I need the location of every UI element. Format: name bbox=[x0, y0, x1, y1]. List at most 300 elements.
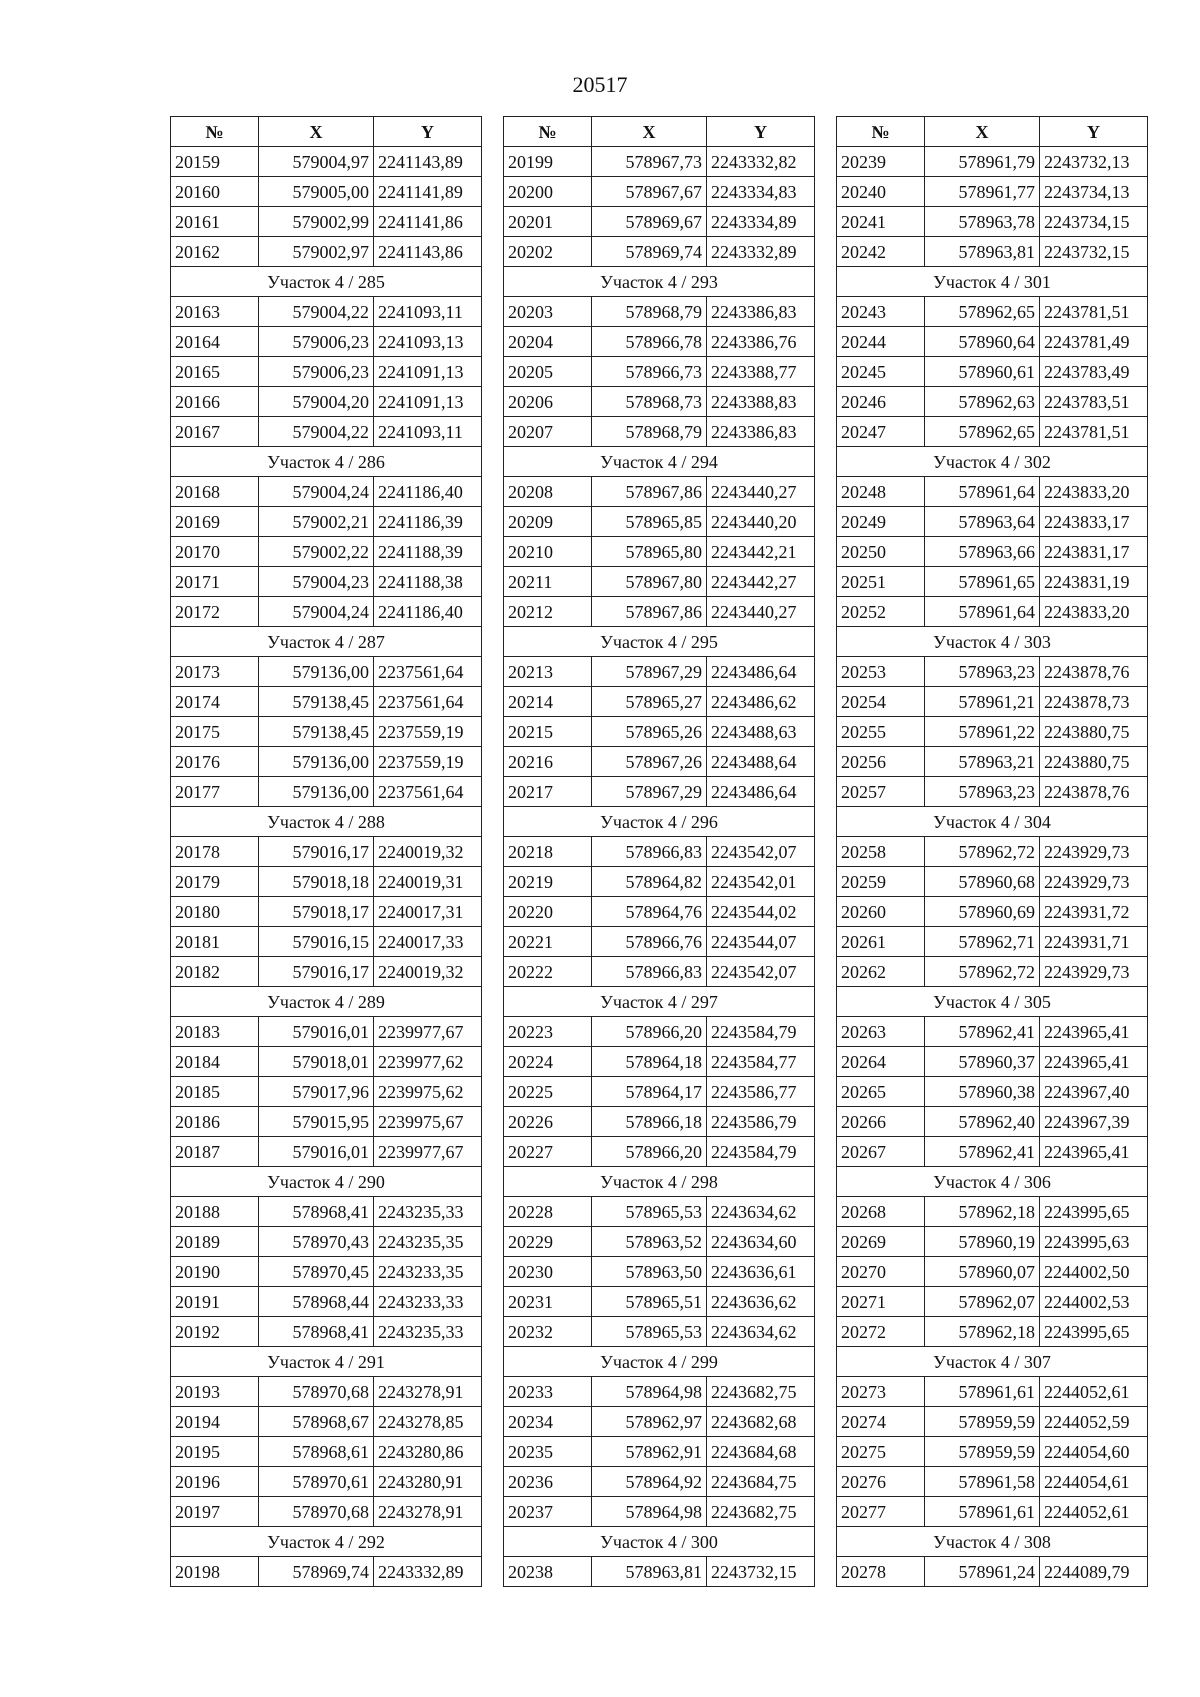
x-coordinate-cell: 578966,76 bbox=[592, 927, 707, 957]
table-row bbox=[504, 597, 815, 627]
point-number-cell: 20253 bbox=[837, 657, 925, 687]
y-coordinate-cell: 2243682,68 bbox=[707, 1407, 815, 1437]
point-number-cell: 20174 bbox=[171, 687, 259, 717]
point-number-cell: 20223 bbox=[504, 1017, 592, 1047]
point-number-cell: 20159 bbox=[171, 147, 259, 177]
point-number-cell: 20200 bbox=[504, 177, 592, 207]
table-row bbox=[171, 1227, 482, 1257]
y-coordinate-cell: 2243233,35 bbox=[374, 1257, 482, 1287]
x-coordinate-cell: 579016,01 bbox=[259, 1017, 374, 1047]
point-number-cell: 20184 bbox=[171, 1047, 259, 1077]
point-number-cell: 20172 bbox=[171, 597, 259, 627]
x-coordinate-cell: 578962,97 bbox=[592, 1407, 707, 1437]
section-row bbox=[837, 267, 1148, 297]
section-row bbox=[504, 627, 815, 657]
point-number-cell: 20210 bbox=[504, 537, 592, 567]
table-row bbox=[504, 1137, 815, 1167]
x-coordinate-cell: 579005,00 bbox=[259, 177, 374, 207]
header-x: X bbox=[925, 117, 1040, 147]
y-coordinate-cell: 2241091,13 bbox=[374, 357, 482, 387]
y-coordinate-cell: 2243783,51 bbox=[1040, 387, 1148, 417]
point-number-cell: 20240 bbox=[837, 177, 925, 207]
x-coordinate-cell: 579002,22 bbox=[259, 537, 374, 567]
point-number-cell: 20234 bbox=[504, 1407, 592, 1437]
y-coordinate-cell: 2243586,77 bbox=[707, 1077, 815, 1107]
point-number-cell: 20198 bbox=[171, 1557, 259, 1587]
point-number-cell: 20218 bbox=[504, 837, 592, 867]
point-number-cell: 20163 bbox=[171, 297, 259, 327]
point-number-cell: 20185 bbox=[171, 1077, 259, 1107]
x-coordinate-cell: 579004,24 bbox=[259, 597, 374, 627]
table-row bbox=[837, 327, 1148, 357]
x-coordinate-cell: 578962,18 bbox=[925, 1317, 1040, 1347]
table-row bbox=[837, 297, 1148, 327]
x-coordinate-cell: 578961,79 bbox=[925, 147, 1040, 177]
point-number-cell: 20199 bbox=[504, 147, 592, 177]
table-row bbox=[837, 717, 1148, 747]
table-row bbox=[837, 1227, 1148, 1257]
point-number-cell: 20238 bbox=[504, 1557, 592, 1587]
x-coordinate-cell: 578965,51 bbox=[592, 1287, 707, 1317]
y-coordinate-cell: 2241091,13 bbox=[374, 387, 482, 417]
x-coordinate-cell: 578965,53 bbox=[592, 1317, 707, 1347]
y-coordinate-cell: 2243235,33 bbox=[374, 1197, 482, 1227]
y-coordinate-cell: 2243634,60 bbox=[707, 1227, 815, 1257]
x-coordinate-cell: 579016,15 bbox=[259, 927, 374, 957]
x-coordinate-cell: 579136,00 bbox=[259, 657, 374, 687]
point-number-cell: 20192 bbox=[171, 1317, 259, 1347]
section-row bbox=[504, 267, 815, 297]
y-coordinate-cell: 2240019,32 bbox=[374, 837, 482, 867]
point-number-cell: 20182 bbox=[171, 957, 259, 987]
point-number-cell: 20206 bbox=[504, 387, 592, 417]
y-coordinate-cell: 2243442,27 bbox=[707, 567, 815, 597]
y-coordinate-cell: 2243542,07 bbox=[707, 837, 815, 867]
y-coordinate-cell: 2243684,75 bbox=[707, 1467, 815, 1497]
y-coordinate-cell: 2240019,31 bbox=[374, 867, 482, 897]
x-coordinate-cell: 578962,63 bbox=[925, 387, 1040, 417]
table-row bbox=[504, 1437, 815, 1467]
y-coordinate-cell: 2243878,76 bbox=[1040, 657, 1148, 687]
y-coordinate-cell: 2244052,61 bbox=[1040, 1497, 1148, 1527]
x-coordinate-cell: 579018,17 bbox=[259, 897, 374, 927]
point-number-cell: 20247 bbox=[837, 417, 925, 447]
point-number-cell: 20179 bbox=[171, 867, 259, 897]
y-coordinate-cell: 2241093,11 bbox=[374, 417, 482, 447]
table-row bbox=[171, 717, 482, 747]
y-coordinate-cell: 2241093,11 bbox=[374, 297, 482, 327]
y-coordinate-cell: 2243880,75 bbox=[1040, 717, 1148, 747]
x-coordinate-cell: 578960,38 bbox=[925, 1077, 1040, 1107]
x-coordinate-cell: 578968,67 bbox=[259, 1407, 374, 1437]
y-coordinate-cell: 2243334,83 bbox=[707, 177, 815, 207]
table-row bbox=[504, 837, 815, 867]
table-row bbox=[504, 357, 815, 387]
y-coordinate-cell: 2237561,64 bbox=[374, 657, 482, 687]
point-number-cell: 20224 bbox=[504, 1047, 592, 1077]
x-coordinate-cell: 578968,61 bbox=[259, 1437, 374, 1467]
point-number-cell: 20245 bbox=[837, 357, 925, 387]
x-coordinate-cell: 579002,97 bbox=[259, 237, 374, 267]
point-number-cell: 20269 bbox=[837, 1227, 925, 1257]
x-coordinate-cell: 578960,68 bbox=[925, 867, 1040, 897]
y-coordinate-cell: 2243544,07 bbox=[707, 927, 815, 957]
section-label: Участок 4 / 290 bbox=[171, 1167, 482, 1197]
table-row bbox=[171, 1407, 482, 1437]
table-row bbox=[171, 1197, 482, 1227]
y-coordinate-cell: 2243734,15 bbox=[1040, 207, 1148, 237]
y-coordinate-cell: 2244054,60 bbox=[1040, 1437, 1148, 1467]
table-row bbox=[171, 837, 482, 867]
table-row bbox=[837, 957, 1148, 987]
x-coordinate-cell: 578966,73 bbox=[592, 357, 707, 387]
y-coordinate-cell: 2241093,13 bbox=[374, 327, 482, 357]
y-coordinate-cell: 2243636,61 bbox=[707, 1257, 815, 1287]
header-x: X bbox=[592, 117, 707, 147]
y-coordinate-cell: 2243280,86 bbox=[374, 1437, 482, 1467]
point-number-cell: 20160 bbox=[171, 177, 259, 207]
point-number-cell: 20251 bbox=[837, 567, 925, 597]
y-coordinate-cell: 2243931,72 bbox=[1040, 897, 1148, 927]
table-row bbox=[504, 177, 815, 207]
y-coordinate-cell: 2243781,51 bbox=[1040, 417, 1148, 447]
section-label: Участок 4 / 297 bbox=[504, 987, 815, 1017]
x-coordinate-cell: 579006,23 bbox=[259, 327, 374, 357]
x-coordinate-cell: 578960,19 bbox=[925, 1227, 1040, 1257]
table-row bbox=[171, 1287, 482, 1317]
y-coordinate-cell: 2243878,73 bbox=[1040, 687, 1148, 717]
y-coordinate-cell: 2243486,62 bbox=[707, 687, 815, 717]
section-label: Участок 4 / 289 bbox=[171, 987, 482, 1017]
table-row bbox=[837, 1107, 1148, 1137]
table-row bbox=[837, 687, 1148, 717]
x-coordinate-cell: 579004,97 bbox=[259, 147, 374, 177]
table-row bbox=[837, 507, 1148, 537]
table-header-row bbox=[837, 117, 1148, 147]
x-coordinate-cell: 578960,69 bbox=[925, 897, 1040, 927]
x-coordinate-cell: 578969,67 bbox=[592, 207, 707, 237]
x-coordinate-cell: 578963,23 bbox=[925, 777, 1040, 807]
header-number: № bbox=[837, 117, 925, 147]
y-coordinate-cell: 2243440,27 bbox=[707, 597, 815, 627]
header-y: Y bbox=[1040, 117, 1148, 147]
y-coordinate-cell: 2243584,77 bbox=[707, 1047, 815, 1077]
x-coordinate-cell: 579016,01 bbox=[259, 1137, 374, 1167]
table-row bbox=[504, 777, 815, 807]
x-coordinate-cell: 578962,07 bbox=[925, 1287, 1040, 1317]
y-coordinate-cell: 2244002,50 bbox=[1040, 1257, 1148, 1287]
section-label: Участок 4 / 300 bbox=[504, 1527, 815, 1557]
section-row bbox=[837, 987, 1148, 1017]
table-row bbox=[171, 237, 482, 267]
table-row bbox=[504, 687, 815, 717]
table-row bbox=[837, 1377, 1148, 1407]
point-number-cell: 20188 bbox=[171, 1197, 259, 1227]
table-row bbox=[171, 417, 482, 447]
point-number-cell: 20267 bbox=[837, 1137, 925, 1167]
point-number-cell: 20271 bbox=[837, 1287, 925, 1317]
x-coordinate-cell: 578963,52 bbox=[592, 1227, 707, 1257]
y-coordinate-cell: 2243388,77 bbox=[707, 357, 815, 387]
point-number-cell: 20258 bbox=[837, 837, 925, 867]
point-number-cell: 20248 bbox=[837, 477, 925, 507]
section-label: Участок 4 / 305 bbox=[837, 987, 1148, 1017]
section-label: Участок 4 / 307 bbox=[837, 1347, 1148, 1377]
x-coordinate-cell: 578965,85 bbox=[592, 507, 707, 537]
section-row bbox=[171, 807, 482, 837]
x-coordinate-cell: 578970,45 bbox=[259, 1257, 374, 1287]
table-row bbox=[837, 1467, 1148, 1497]
point-number-cell: 20178 bbox=[171, 837, 259, 867]
y-coordinate-cell: 2239977,62 bbox=[374, 1047, 482, 1077]
section-label: Участок 4 / 304 bbox=[837, 807, 1148, 837]
x-coordinate-cell: 579016,17 bbox=[259, 957, 374, 987]
point-number-cell: 20165 bbox=[171, 357, 259, 387]
y-coordinate-cell: 2243634,62 bbox=[707, 1317, 815, 1347]
x-coordinate-cell: 578966,83 bbox=[592, 957, 707, 987]
table-row bbox=[171, 567, 482, 597]
y-coordinate-cell: 2244054,61 bbox=[1040, 1467, 1148, 1497]
y-coordinate-cell: 2244052,59 bbox=[1040, 1407, 1148, 1437]
table-row bbox=[504, 1407, 815, 1437]
table-row bbox=[837, 897, 1148, 927]
x-coordinate-cell: 578962,41 bbox=[925, 1137, 1040, 1167]
y-coordinate-cell: 2243386,83 bbox=[707, 417, 815, 447]
section-row bbox=[837, 627, 1148, 657]
x-coordinate-cell: 579018,01 bbox=[259, 1047, 374, 1077]
x-coordinate-cell: 578961,64 bbox=[925, 597, 1040, 627]
x-coordinate-cell: 579015,95 bbox=[259, 1107, 374, 1137]
y-coordinate-cell: 2243831,19 bbox=[1040, 567, 1148, 597]
table-row bbox=[504, 1377, 815, 1407]
point-number-cell: 20161 bbox=[171, 207, 259, 237]
point-number-cell: 20201 bbox=[504, 207, 592, 237]
point-number-cell: 20254 bbox=[837, 687, 925, 717]
x-coordinate-cell: 578965,26 bbox=[592, 717, 707, 747]
table-row bbox=[171, 927, 482, 957]
point-number-cell: 20225 bbox=[504, 1077, 592, 1107]
table-row bbox=[837, 657, 1148, 687]
section-row bbox=[171, 267, 482, 297]
y-coordinate-cell: 2239977,67 bbox=[374, 1017, 482, 1047]
point-number-cell: 20230 bbox=[504, 1257, 592, 1287]
table-row bbox=[171, 297, 482, 327]
x-coordinate-cell: 578961,22 bbox=[925, 717, 1040, 747]
table-row bbox=[504, 1287, 815, 1317]
section-row bbox=[504, 1527, 815, 1557]
table-row bbox=[504, 147, 815, 177]
y-coordinate-cell: 2240017,31 bbox=[374, 897, 482, 927]
table-row bbox=[171, 1017, 482, 1047]
table-row bbox=[504, 1107, 815, 1137]
table-row bbox=[837, 867, 1148, 897]
x-coordinate-cell: 578962,65 bbox=[925, 417, 1040, 447]
table-row bbox=[837, 147, 1148, 177]
section-row bbox=[837, 447, 1148, 477]
table-row bbox=[504, 1227, 815, 1257]
y-coordinate-cell: 2243732,13 bbox=[1040, 147, 1148, 177]
header-number: № bbox=[504, 117, 592, 147]
y-coordinate-cell: 2239975,67 bbox=[374, 1107, 482, 1137]
point-number-cell: 20216 bbox=[504, 747, 592, 777]
x-coordinate-cell: 579002,21 bbox=[259, 507, 374, 537]
section-row bbox=[171, 1167, 482, 1197]
table-row bbox=[837, 1557, 1148, 1587]
table-header-row bbox=[171, 117, 482, 147]
y-coordinate-cell: 2243967,40 bbox=[1040, 1077, 1148, 1107]
x-coordinate-cell: 579017,96 bbox=[259, 1077, 374, 1107]
y-coordinate-cell: 2240017,33 bbox=[374, 927, 482, 957]
section-label: Участок 4 / 308 bbox=[837, 1527, 1148, 1557]
x-coordinate-cell: 578968,79 bbox=[592, 297, 707, 327]
x-coordinate-cell: 579006,23 bbox=[259, 357, 374, 387]
point-number-cell: 20231 bbox=[504, 1287, 592, 1317]
point-number-cell: 20260 bbox=[837, 897, 925, 927]
y-coordinate-cell: 2243833,20 bbox=[1040, 597, 1148, 627]
x-coordinate-cell: 578969,74 bbox=[259, 1557, 374, 1587]
x-coordinate-cell: 578960,37 bbox=[925, 1047, 1040, 1077]
table-row bbox=[504, 957, 815, 987]
table-row bbox=[837, 1437, 1148, 1467]
point-number-cell: 20166 bbox=[171, 387, 259, 417]
point-number-cell: 20169 bbox=[171, 507, 259, 537]
table-row bbox=[171, 537, 482, 567]
y-coordinate-cell: 2243332,89 bbox=[374, 1557, 482, 1587]
table-row bbox=[504, 417, 815, 447]
section-label: Участок 4 / 293 bbox=[504, 267, 815, 297]
table-row bbox=[171, 1047, 482, 1077]
x-coordinate-cell: 578970,68 bbox=[259, 1497, 374, 1527]
y-coordinate-cell: 2241186,40 bbox=[374, 477, 482, 507]
x-coordinate-cell: 578961,58 bbox=[925, 1467, 1040, 1497]
point-number-cell: 20228 bbox=[504, 1197, 592, 1227]
y-coordinate-cell: 2243682,75 bbox=[707, 1377, 815, 1407]
y-coordinate-cell: 2241143,86 bbox=[374, 237, 482, 267]
section-label: Участок 4 / 286 bbox=[171, 447, 482, 477]
point-number-cell: 20183 bbox=[171, 1017, 259, 1047]
point-number-cell: 20219 bbox=[504, 867, 592, 897]
x-coordinate-cell: 578964,92 bbox=[592, 1467, 707, 1497]
x-coordinate-cell: 578962,18 bbox=[925, 1197, 1040, 1227]
y-coordinate-cell: 2243880,75 bbox=[1040, 747, 1148, 777]
y-coordinate-cell: 2243440,27 bbox=[707, 477, 815, 507]
section-row bbox=[504, 1347, 815, 1377]
table-row bbox=[837, 1257, 1148, 1287]
point-number-cell: 20278 bbox=[837, 1557, 925, 1587]
y-coordinate-cell: 2243929,73 bbox=[1040, 957, 1148, 987]
point-number-cell: 20180 bbox=[171, 897, 259, 927]
table-row bbox=[837, 777, 1148, 807]
x-coordinate-cell: 578962,72 bbox=[925, 957, 1040, 987]
x-coordinate-cell: 578966,20 bbox=[592, 1137, 707, 1167]
x-coordinate-cell: 579136,00 bbox=[259, 747, 374, 777]
y-coordinate-cell: 2243440,20 bbox=[707, 507, 815, 537]
x-coordinate-cell: 578963,64 bbox=[925, 507, 1040, 537]
y-coordinate-cell: 2243965,41 bbox=[1040, 1047, 1148, 1077]
table-row bbox=[504, 297, 815, 327]
point-number-cell: 20275 bbox=[837, 1437, 925, 1467]
y-coordinate-cell: 2243833,20 bbox=[1040, 477, 1148, 507]
table-row bbox=[504, 1077, 815, 1107]
x-coordinate-cell: 578968,41 bbox=[259, 1317, 374, 1347]
x-coordinate-cell: 578962,40 bbox=[925, 1107, 1040, 1137]
y-coordinate-cell: 2237559,19 bbox=[374, 747, 482, 777]
y-coordinate-cell: 2243965,41 bbox=[1040, 1137, 1148, 1167]
x-coordinate-cell: 578963,81 bbox=[592, 1557, 707, 1587]
point-number-cell: 20263 bbox=[837, 1017, 925, 1047]
section-row bbox=[504, 447, 815, 477]
point-number-cell: 20195 bbox=[171, 1437, 259, 1467]
table-row bbox=[837, 837, 1148, 867]
section-label: Участок 4 / 299 bbox=[504, 1347, 815, 1377]
x-coordinate-cell: 579004,22 bbox=[259, 417, 374, 447]
table-row bbox=[837, 1017, 1148, 1047]
point-number-cell: 20204 bbox=[504, 327, 592, 357]
y-coordinate-cell: 2243732,15 bbox=[707, 1557, 815, 1587]
x-coordinate-cell: 578962,72 bbox=[925, 837, 1040, 867]
x-coordinate-cell: 578967,86 bbox=[592, 597, 707, 627]
y-coordinate-cell: 2243636,62 bbox=[707, 1287, 815, 1317]
point-number-cell: 20257 bbox=[837, 777, 925, 807]
point-number-cell: 20175 bbox=[171, 717, 259, 747]
table-row bbox=[171, 1107, 482, 1137]
table-row bbox=[837, 1317, 1148, 1347]
y-coordinate-cell: 2243388,83 bbox=[707, 387, 815, 417]
table-row bbox=[171, 867, 482, 897]
x-coordinate-cell: 578968,79 bbox=[592, 417, 707, 447]
section-row bbox=[171, 627, 482, 657]
x-coordinate-cell: 578966,78 bbox=[592, 327, 707, 357]
point-number-cell: 20262 bbox=[837, 957, 925, 987]
y-coordinate-cell: 2241186,40 bbox=[374, 597, 482, 627]
y-coordinate-cell: 2243488,63 bbox=[707, 717, 815, 747]
table-row bbox=[504, 477, 815, 507]
table-row bbox=[504, 1497, 815, 1527]
table-row bbox=[504, 1257, 815, 1287]
point-number-cell: 20236 bbox=[504, 1467, 592, 1497]
table-row bbox=[837, 1137, 1148, 1167]
y-coordinate-cell: 2243783,49 bbox=[1040, 357, 1148, 387]
table-row bbox=[171, 687, 482, 717]
y-coordinate-cell: 2244052,61 bbox=[1040, 1377, 1148, 1407]
point-number-cell: 20242 bbox=[837, 237, 925, 267]
table-row bbox=[171, 957, 482, 987]
x-coordinate-cell: 578961,61 bbox=[925, 1377, 1040, 1407]
table-row bbox=[837, 1407, 1148, 1437]
x-coordinate-cell: 578964,76 bbox=[592, 897, 707, 927]
y-coordinate-cell: 2243781,51 bbox=[1040, 297, 1148, 327]
y-coordinate-cell: 2243682,75 bbox=[707, 1497, 815, 1527]
table-row bbox=[837, 747, 1148, 777]
y-coordinate-cell: 2243732,15 bbox=[1040, 237, 1148, 267]
x-coordinate-cell: 579016,17 bbox=[259, 837, 374, 867]
section-label: Участок 4 / 285 bbox=[171, 267, 482, 297]
x-coordinate-cell: 578969,74 bbox=[592, 237, 707, 267]
point-number-cell: 20255 bbox=[837, 717, 925, 747]
table-row bbox=[171, 1257, 482, 1287]
table-row bbox=[837, 597, 1148, 627]
table-row bbox=[837, 387, 1148, 417]
x-coordinate-cell: 578968,44 bbox=[259, 1287, 374, 1317]
point-number-cell: 20186 bbox=[171, 1107, 259, 1137]
section-row bbox=[504, 1167, 815, 1197]
section-row bbox=[171, 1527, 482, 1557]
table-row bbox=[171, 387, 482, 417]
table-row bbox=[171, 1377, 482, 1407]
section-label: Участок 4 / 291 bbox=[171, 1347, 482, 1377]
point-number-cell: 20266 bbox=[837, 1107, 925, 1137]
point-number-cell: 20162 bbox=[171, 237, 259, 267]
